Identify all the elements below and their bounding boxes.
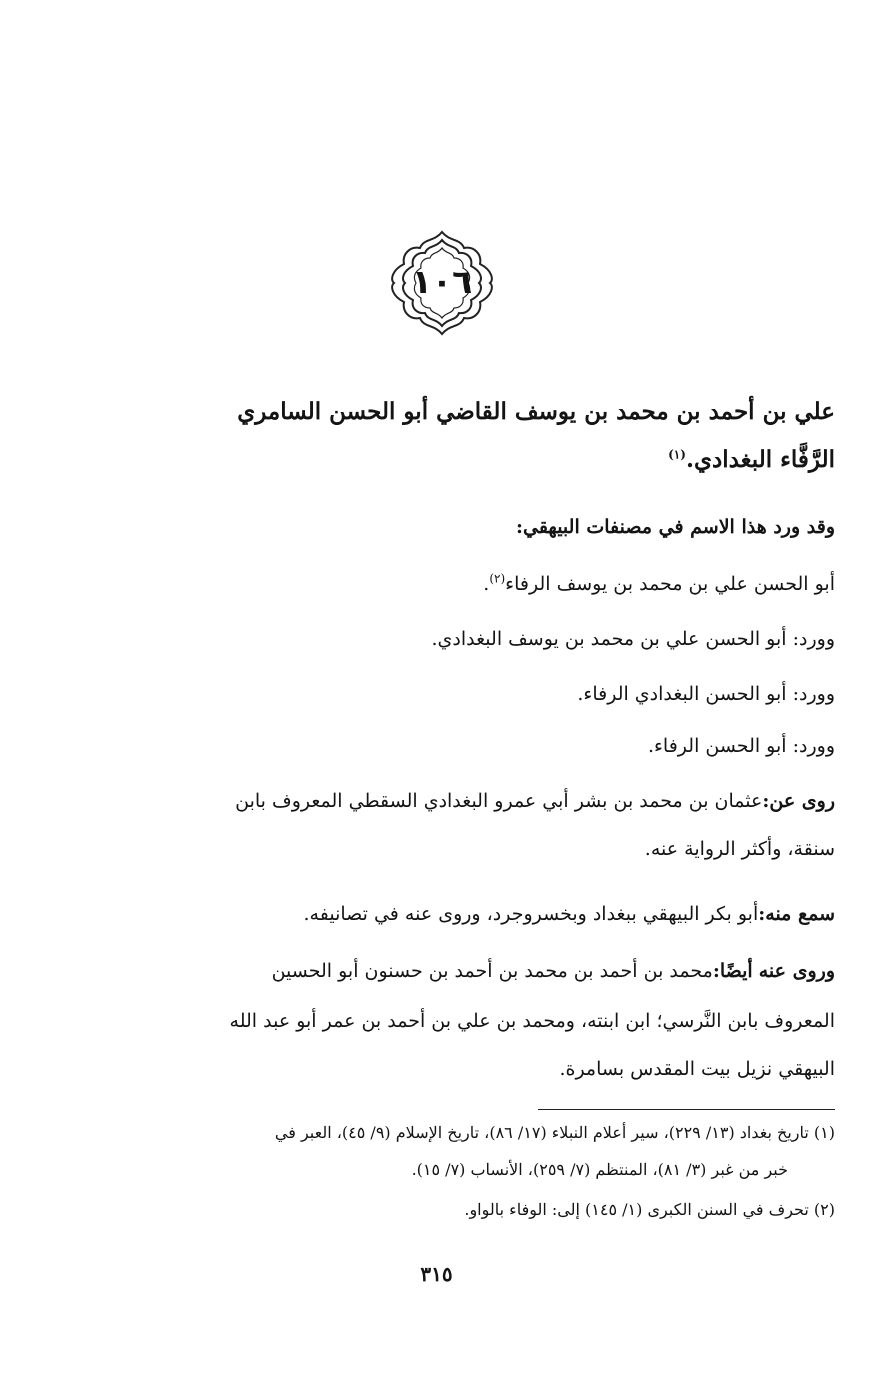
footnote-1-line-2: خبر من غبر (٣/ ٨١)، المنتظم (٧/ ٢٥٩)، الأنساب (٧/ ١٥). <box>411 1160 788 1179</box>
variant-text: أبو الحسن الرفاء. <box>647 735 787 757</box>
entry-number: ١٠٦ <box>411 262 473 301</box>
variant-text: أبو الحسن علي بن محمد بن يوسف البغدادي. <box>431 628 787 650</box>
entry-heading-line-2 <box>668 446 835 473</box>
variant-label: وورد: <box>792 683 835 705</box>
name-variant-2 <box>577 683 835 705</box>
footnote-divider <box>538 1109 835 1110</box>
footnote-ref-1: (١) <box>668 447 686 462</box>
also-narrated-line-1 <box>272 960 835 982</box>
variant-text: أبو الحسن البغدادي الرفاء. <box>577 683 787 705</box>
also-narrated-line-3: البيهقي نزيل بيت المقدس بسامرة. <box>559 1058 835 1080</box>
primary-name-end: . <box>483 573 490 595</box>
footnote-2: (٢) تحرف في السنن الكبرى (١/ ١٤٥) إلى: الوفاء بالواو. <box>464 1200 835 1219</box>
narrated-from-text: عثمان بن محمد بن بشر أبي عمرو البغدادي السقطي المعروف بابن <box>235 790 763 812</box>
page-number: ٣١٥ <box>420 1262 453 1286</box>
entry-heading-text: الرَّفَّاء البغدادي. <box>685 446 835 473</box>
also-narrated-text: محمد بن أحمد بن محمد بن أحمد بن حسنون أبو الحسين <box>271 960 713 982</box>
footnote-1-line-1: (١) تاريخ بغداد (١٣/ ٢٢٩)، سير أعلام النبلاء (١٧/ ٨٦)، تاريخ الإسلام (٩/ ٤٥)، العبر في <box>274 1123 835 1142</box>
name-variant-1 <box>432 628 836 650</box>
narrated-from-line-2: سنقة، وأكثر الرواية عنه. <box>644 838 835 860</box>
names-intro: وقد ورد هذا الاسم في مصنفات البيهقي: <box>515 516 835 538</box>
narrated-from-label: روى عن: <box>762 790 835 812</box>
variant-label: وورد: <box>792 628 835 650</box>
heard-from-him-text: أبو بكر البيهقي ببغداد وبخسروجرد، وروى عنه في تصانيفه. <box>303 903 759 925</box>
variant-label: وورد: <box>792 735 835 757</box>
also-narrated-line-2: المعروف بابن النَّرسي؛ ابن ابنته، ومحمد بن علي بن أحمد بن عمر أبو عبد الله <box>229 1010 835 1032</box>
heard-from-him <box>304 903 836 925</box>
primary-name-text: أبو الحسن علي بن محمد بن يوسف الرفاء <box>505 573 835 595</box>
entry-heading-line-1: علي بن أحمد بن محمد بن يوسف القاضي أبو الحسن السامري <box>237 398 835 425</box>
primary-name <box>483 573 835 595</box>
footnote-ref-2: (٢) <box>489 571 506 586</box>
name-variant-3 <box>648 735 835 757</box>
heard-from-him-label: سمع منه: <box>758 903 835 925</box>
narrated-from-line-1 <box>235 790 835 812</box>
also-narrated-label-emphasis: أيضًا: <box>712 960 753 982</box>
also-narrated-label: وروى عنه <box>758 960 835 982</box>
